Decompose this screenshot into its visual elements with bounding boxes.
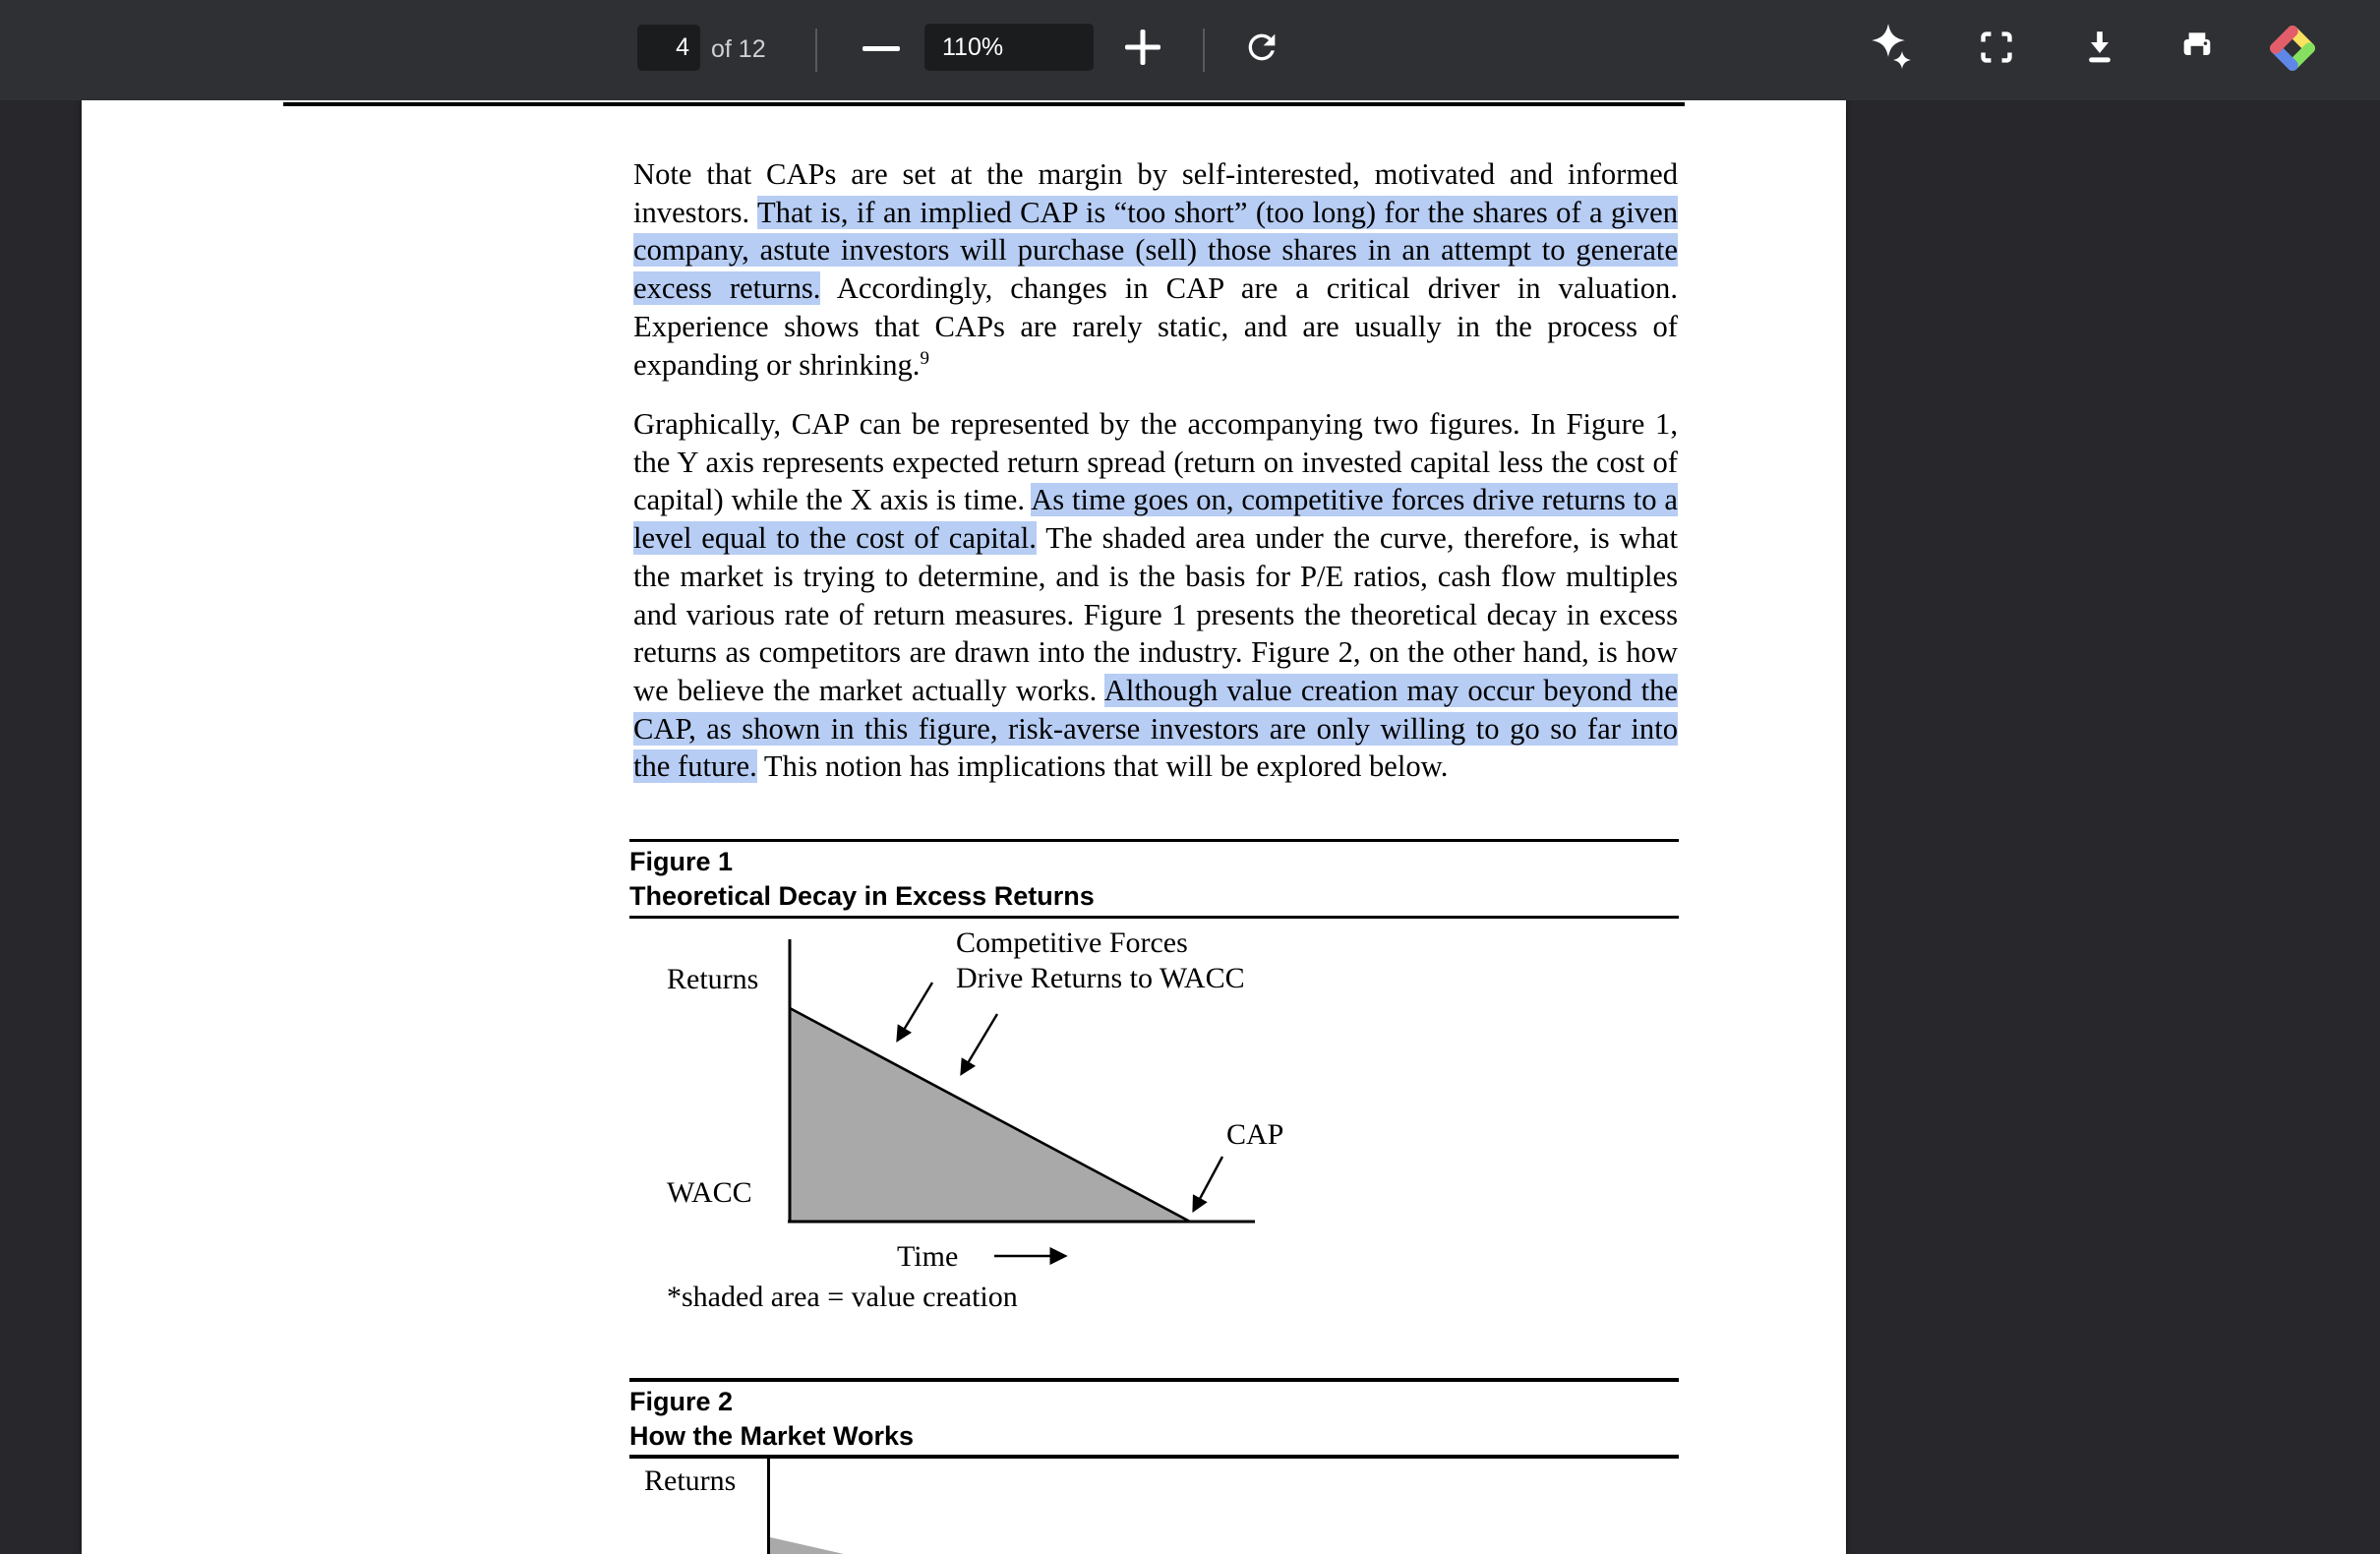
body-text: This notion has implications that will be explored below. bbox=[756, 749, 1449, 784]
figure1-label: Figure 1 bbox=[629, 847, 734, 876]
print-icon bbox=[2177, 28, 2217, 67]
x-axis-label: Time bbox=[897, 1240, 959, 1273]
highlighted-text: Although value creation may occur beyond the CAP, as shown in this figure, risk-averse investors are only willing to go so far into the future. bbox=[633, 673, 1679, 784]
shaded-area-start bbox=[770, 1537, 844, 1554]
pdf-page bbox=[82, 100, 1846, 1554]
paragraph-caps-margin bbox=[633, 155, 1678, 384]
body-text: Graphically, CAP can be represented by the accompanying two figures. In Figure 1, the Y axis represents expected return spread (return on invested capital less the cost of capital) while the X axis is time. bbox=[633, 407, 1678, 517]
fullscreen-icon bbox=[1978, 29, 2015, 66]
annotation-line2: Drive Returns to WACC bbox=[956, 962, 1245, 994]
sparkle-icon bbox=[1870, 22, 1915, 71]
fullscreen-button[interactable] bbox=[1974, 25, 2019, 70]
toolbar-divider bbox=[815, 29, 817, 72]
rotate-icon bbox=[1242, 28, 1281, 67]
download-icon bbox=[2080, 28, 2119, 67]
zoom-out-button[interactable] bbox=[858, 27, 905, 70]
figure1-heading bbox=[629, 845, 1095, 914]
annotation-arrow-2 bbox=[962, 1014, 997, 1073]
shaded-area-footnote: *shaded area = value creation bbox=[667, 1281, 1018, 1313]
figure1-bottom-rule bbox=[629, 916, 1679, 919]
figure1-title: Theoretical Decay in Excess Returns bbox=[629, 881, 1095, 911]
toolbar-divider bbox=[1203, 29, 1205, 72]
drive-diamond-icon bbox=[2267, 23, 2318, 74]
rotate-button[interactable] bbox=[1239, 25, 1284, 70]
y-axis-top-label: Returns bbox=[667, 963, 759, 995]
body-text: 9 bbox=[920, 347, 929, 369]
y-axis-label: Returns bbox=[644, 1464, 737, 1497]
print-button[interactable] bbox=[2174, 25, 2220, 70]
page-count-label: of 12 bbox=[711, 35, 766, 63]
figure2-chart-partial bbox=[620, 1459, 1692, 1554]
annotation-line1: Competitive Forces bbox=[956, 926, 1188, 959]
figure2-top-rule bbox=[629, 1378, 1679, 1382]
cap-arrow bbox=[1194, 1157, 1222, 1210]
plus-icon bbox=[1123, 28, 1162, 67]
paragraph-graphical-cap bbox=[633, 405, 1678, 786]
pdf-viewer-toolbar bbox=[0, 0, 2380, 100]
zoom-level-input[interactable] bbox=[924, 24, 1094, 71]
body-text: Accordingly, changes in CAP are a critical driver in valuation. Experience shows that CAPs are rarely static, and are usually in the process of expanding or shrinking. bbox=[633, 271, 1678, 382]
download-button[interactable] bbox=[2077, 25, 2122, 70]
figure2-label: Figure 2 bbox=[629, 1387, 734, 1416]
figure2-title: How the Market Works bbox=[629, 1421, 915, 1451]
figure1-chart bbox=[620, 920, 1692, 1313]
figure2-heading bbox=[629, 1385, 914, 1454]
y-axis-bottom-label: WACC bbox=[667, 1176, 752, 1209]
cap-label: CAP bbox=[1226, 1118, 1284, 1151]
ai-summarize-button[interactable] bbox=[1867, 20, 1918, 73]
page-number-input[interactable] bbox=[637, 25, 700, 71]
drive-app-button[interactable] bbox=[2265, 21, 2320, 76]
page-top-rule bbox=[283, 102, 1685, 106]
annotation-arrow-1 bbox=[898, 983, 932, 1040]
highlighted-text: That is, if an implied CAP is “too short” (too long) for the shares of a given company, astute investors will purchase (sell) those shares in an attempt to generate excess returns. bbox=[633, 195, 1678, 306]
figure1-top-rule bbox=[629, 839, 1679, 842]
body-text: Note that CAPs are set at the margin by self-interested, motivated and informed investors. bbox=[633, 157, 1678, 229]
zoom-in-button[interactable] bbox=[1119, 25, 1166, 70]
body-text: The shaded area under the curve, therefore, is what the market is trying to determine, and is the basis for P/E ratios, cash flow multiples and various rate of return measures. Figure 1 presents the theoretical decay in excess returns as competitors are drawn into the industry. Figure 2, on the other hand, is how we believe the market actually works. bbox=[633, 521, 1678, 707]
minus-icon bbox=[863, 46, 900, 51]
highlighted-text: As time goes on, competitive forces drive returns to a level equal to the cost of capital. bbox=[633, 483, 1678, 556]
